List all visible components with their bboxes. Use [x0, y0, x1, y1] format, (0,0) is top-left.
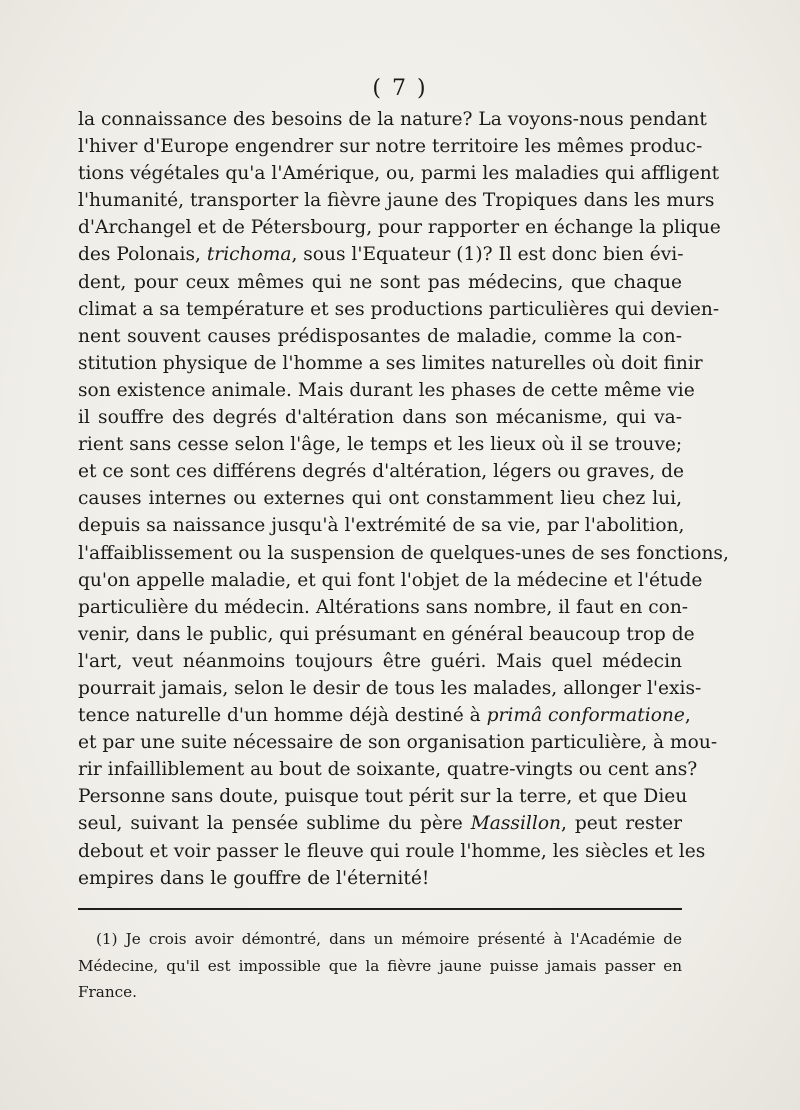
text-line: l'hiver d'Europe engendrer sur notre territoire les mêmes produc-	[78, 136, 703, 158]
text-line: et ce sont ces différens degrés d'altération, légers ou graves, de	[78, 461, 685, 483]
text-line: tions végétales qu'a l'Amérique, ou, parmi les maladies qui affligent	[78, 163, 720, 185]
text-line: d'Archangel et de Pétersbourg, pour rapporter en échange la plique	[78, 217, 721, 239]
text-line: l'art, veut néanmoins toujours être guéri. Mais quel médecin	[78, 650, 682, 672]
text-line: dent, pour ceux mêmes qui ne sont pas médecins, que chaque	[78, 271, 682, 293]
italic-term: primâ conformatione	[486, 705, 685, 727]
text-line: stitution physique de l'homme a ses limites naturelles où doit finir	[78, 352, 703, 374]
text-line: Personne sans doute, puisque tout périt sur la terre, et que Dieu	[78, 786, 688, 808]
footnote-divider	[78, 908, 682, 910]
text-line: venir, dans le public, qui présumant en général beaucoup trop de	[78, 623, 695, 645]
text-segment: , peut rester	[560, 813, 682, 835]
text-line	[78, 241, 682, 268]
footnote	[78, 926, 682, 1006]
text-line: la connaissance des besoins de la nature? La voyons-nous pendant	[78, 109, 707, 130]
footnote-line: Médecine, qu'il est impossible que la fièvre jaune puisse jamais passer en	[78, 956, 682, 975]
text-line: rir infailliblement au bout de soixante, quatre-vingts ou cent ans?	[78, 759, 698, 781]
text-line: son existence animale. Mais durant les phases de cette même vie	[78, 379, 695, 401]
text-line: rient sans cesse selon l'âge, le temps et les lieux où il se trouve;	[78, 434, 683, 456]
body-text	[78, 106, 729, 892]
text-line: pourrait jamais, selon le desir de tous les malades, allonger l'exis-	[78, 677, 702, 699]
text-line: climat a sa température et ses productions particulières qui devien-	[78, 298, 720, 320]
text-line: l'humanité, transporter la fièvre jaune des Tropiques dans les murs	[78, 190, 715, 212]
text-line: debout et voir passer le fleuve qui roule l'homme, les siècles et les	[78, 840, 706, 862]
text-line: et par une suite nécessaire de son organisation particulière, à mou-	[78, 732, 718, 754]
text-line: causes internes ou externes qui ont constamment lieu chez lui,	[78, 488, 682, 510]
footnote-line: (1) Je crois avoir démontré, dans un mémoire présenté à l'Académie de	[96, 930, 682, 948]
text-line: nent souvent causes prédisposantes de maladie, comme la con-	[78, 325, 682, 347]
text-line	[78, 810, 682, 837]
text-line: qu'on appelle maladie, et qui font l'objet de la médecine et l'étude	[78, 569, 703, 591]
page-number: ( 7 )	[372, 76, 428, 101]
italic-term: Massillon	[470, 813, 561, 835]
text-line: l'affaiblissement ou la suspension de quelques-unes de ses fonctions,	[78, 542, 729, 564]
text-segment: tence naturelle d'un homme déjà destiné à	[78, 705, 487, 727]
text-segment: des Polonais,	[78, 244, 207, 266]
text-segment: ,	[684, 705, 691, 727]
text-segment: , sous l'Equateur (1)? Il est donc bien évi-	[291, 244, 684, 266]
italic-term: trichoma	[206, 244, 292, 266]
text-line: particulière du médecin. Altérations sans nombre, il faut en con-	[78, 596, 689, 618]
text-line: depuis sa naissance jusqu'à l'extrémité de sa vie, par l'abolition,	[78, 515, 685, 537]
text-line: empires dans le gouffre de l'éternité!	[78, 867, 430, 889]
footnote-line: France.	[78, 983, 137, 1001]
text-segment: seul, suivant la pensée sublime du père	[78, 813, 471, 835]
text-line: il souffre des degrés d'altération dans son mécanisme, qui va-	[78, 407, 682, 429]
text-line	[78, 702, 691, 729]
